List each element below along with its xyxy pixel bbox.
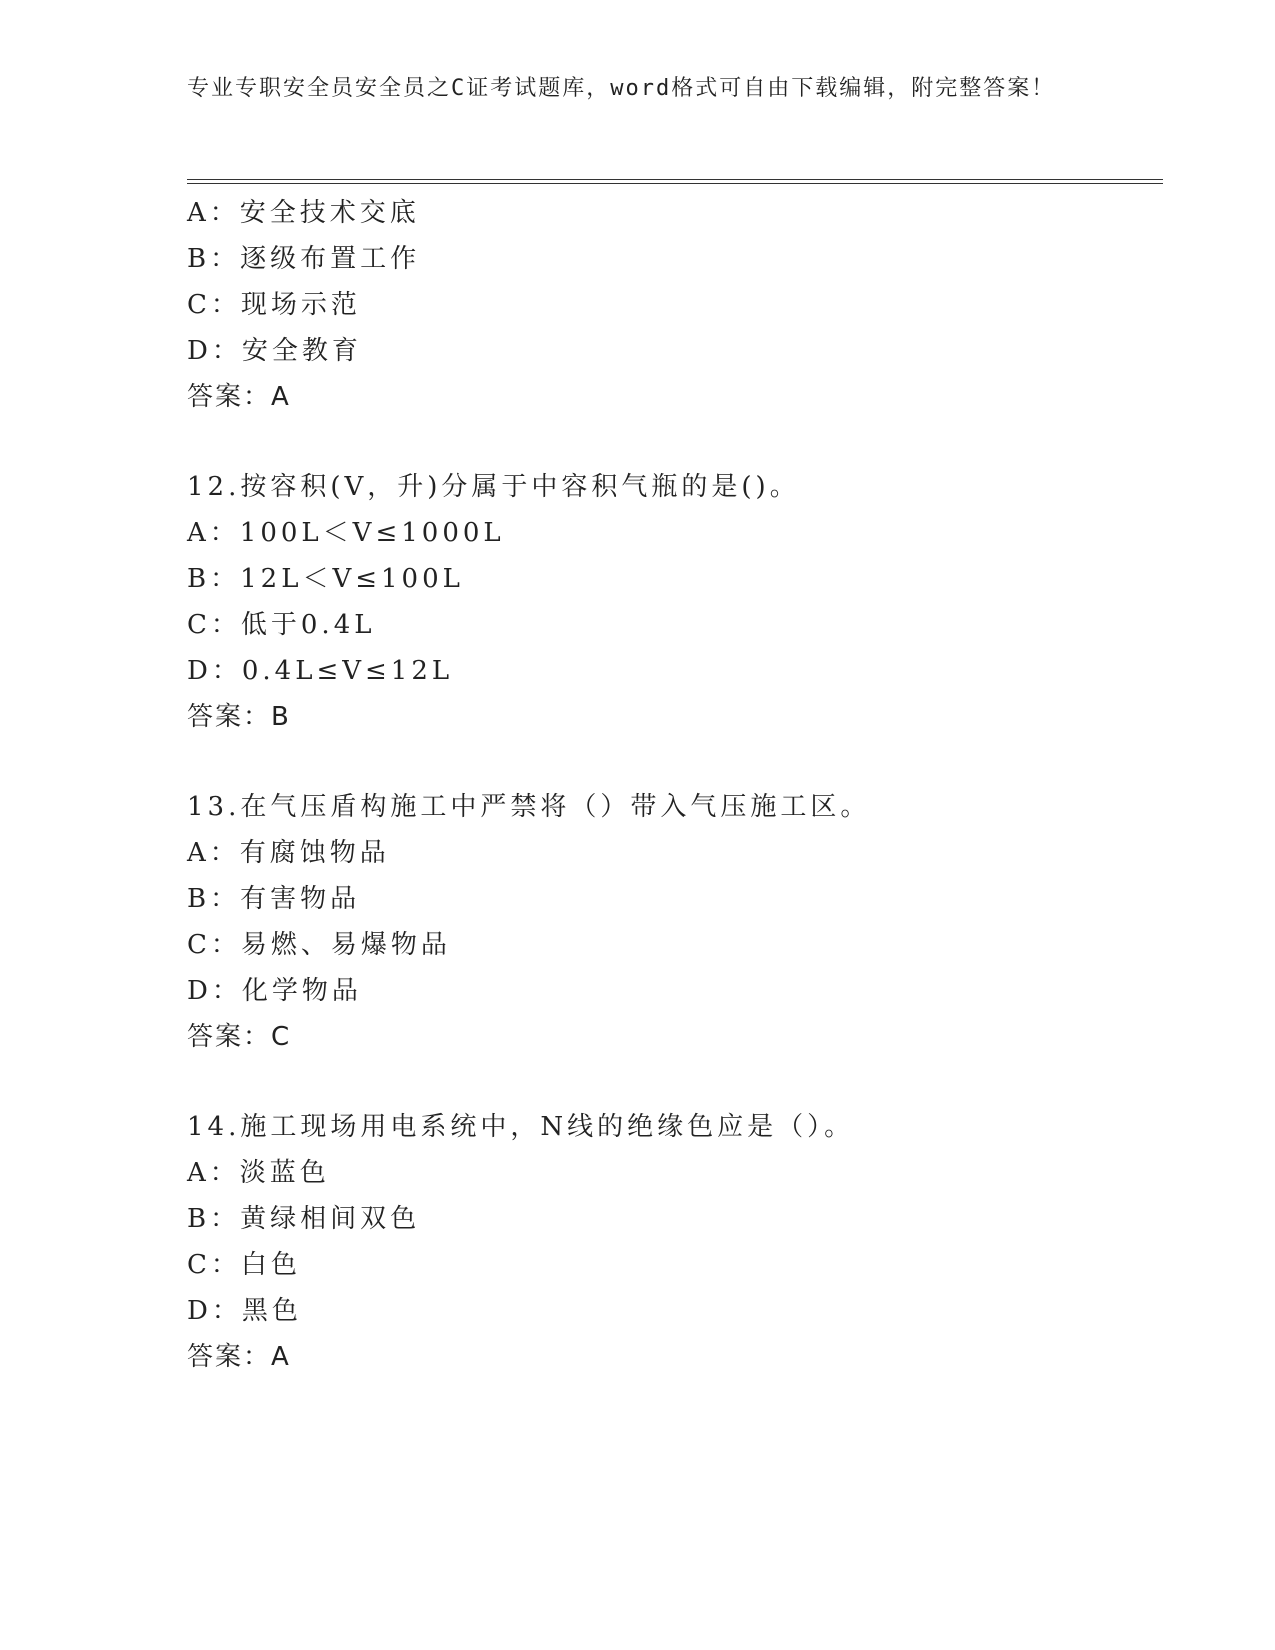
block-spacer [187,740,1163,784]
block-spacer [187,420,1163,464]
option-b: B：12L＜V≤100L [187,564,464,594]
header-rule-top [187,179,1163,180]
option-c: C：白色 [187,1250,301,1280]
option-a: A：有腐蚀物品 [187,838,390,868]
option-c: C：易燃、易爆物品 [187,930,451,960]
answer-line: 答案：A [187,382,291,412]
option-c: C：现场示范 [187,290,361,320]
block-spacer [187,1060,1163,1104]
header-rule-bottom [187,183,1163,184]
option-a: A：淡蓝色 [187,1158,330,1188]
option-d: D：0.4L≤V≤12L [187,656,454,686]
option-d: D：安全教育 [187,336,362,366]
option-c: C：低于0.4L [187,610,376,640]
option-b: B：有害物品 [187,884,361,914]
option-b: B：黄绿相间双色 [187,1204,421,1234]
question-text: 12.按容积(V，升)分属于中容积气瓶的是()。 [187,472,800,502]
question-block [187,1104,1163,1380]
question-text: 13.在气压盾构施工中严禁将（）带入气压施工区。 [187,792,871,822]
option-a: A：100L＜V≤1000L [187,518,505,548]
question-list [187,190,1163,1380]
document-header: 专业专职安全员安全员之C证考试题库，word格式可自由下载编辑，附完整答案！ [187,76,1056,101]
question-block [187,784,1163,1060]
question-block [187,190,1163,420]
question-block [187,464,1163,740]
answer-line: 答案：B [187,702,291,732]
option-b: B：逐级布置工作 [187,244,421,274]
answer-line: 答案：A [187,1342,291,1372]
answer-line: 答案：C [187,1022,292,1052]
option-d: D：化学物品 [187,976,362,1006]
option-a: A：安全技术交底 [187,198,420,228]
question-text: 14.施工现场用电系统中，N线的绝缘色应是（）。 [187,1112,855,1142]
option-d: D：黑色 [187,1296,302,1326]
